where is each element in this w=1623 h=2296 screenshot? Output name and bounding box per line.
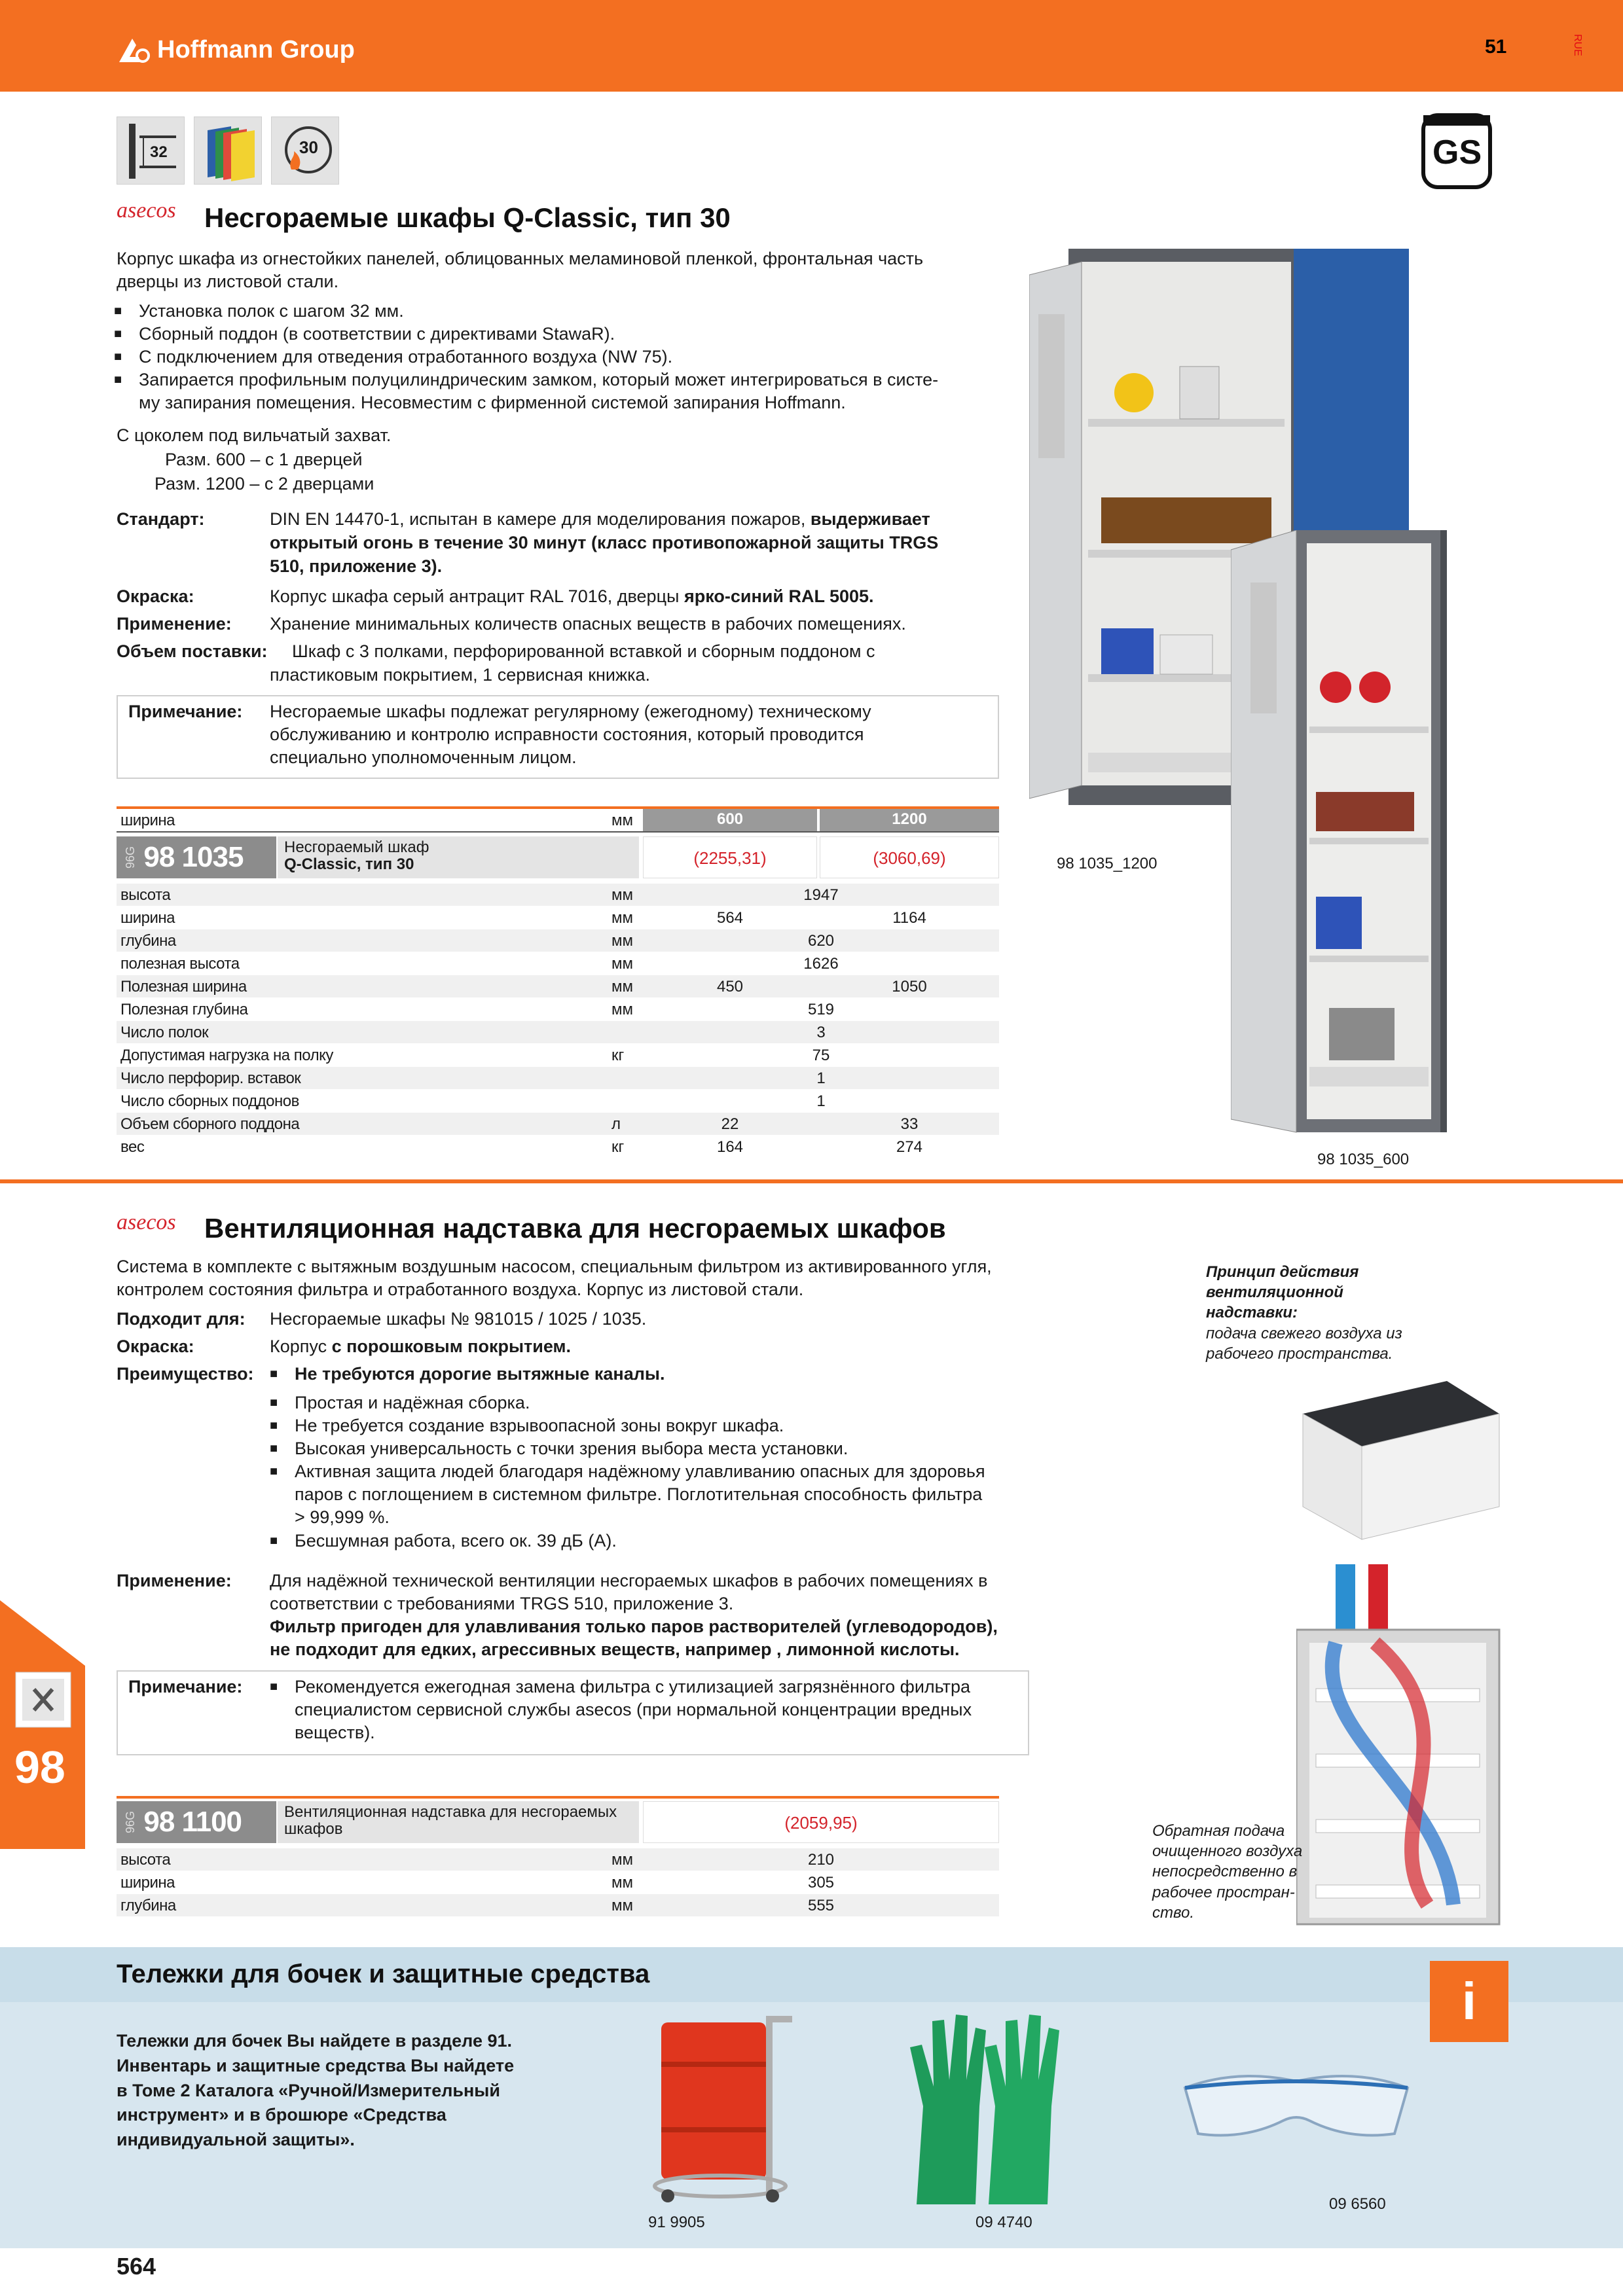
fire-resistance-icon [271,117,339,185]
spec-row [117,1113,999,1136]
spec-value-600: 164 [716,1138,744,1156]
caption-1200: 98 1035_1200 [1057,855,1158,872]
advantage-item: ■ Активная защита людей благодаря надёжному улавливанию опасных для здоровья [295,1460,985,1483]
spec-row [117,998,999,1021]
fits-label: Подходит для: [117,1309,246,1329]
article-number-block [117,836,276,878]
price-vent: (2059,95) [643,1801,999,1843]
caption-drum-trolley: 91 9905 [648,2214,705,2231]
article-number: 98 1035 [143,841,244,874]
spec-unit: кг [611,1047,625,1064]
spec-name: глубина [120,932,176,950]
product-name-line-2: шкафов [284,1820,343,1839]
spec-row [117,1044,999,1067]
fits-text: Несгораемые шкафы № 981015 / 1025 / 1035. [270,1309,647,1329]
info-line: Инвентарь и защитные средства Вы найдете [117,2055,515,2075]
info-line: индивидуальной защиты». [117,2130,355,2150]
note-line: обслуживанию и контролю исправности состояния, который проводится [270,725,864,745]
spec-value: 620 [807,932,835,950]
spec-name: Полезная глубина [120,1001,248,1018]
principle-title-line: вентиляционной [1206,1283,1343,1302]
color-panels-icon [194,117,262,185]
cabinet-600-image [1231,530,1506,1139]
spec-unit: мм [611,932,633,950]
spec-value: 1 [816,1069,826,1087]
caption-600: 98 1035_600 [1317,1151,1410,1168]
spec-value-600: 450 [716,978,744,996]
section1-intro [117,247,923,293]
hoffmann-logo-icon [117,36,151,65]
spec-name: глубина [120,1897,176,1914]
spec-value-1200: 1164 [892,909,926,927]
spec-value: 1947 [803,886,839,904]
spec-rows-2 [117,1848,999,1920]
spec-name: ширина [120,909,175,927]
hoffmann-logo[interactable] [117,33,355,68]
spec-name: вес [120,1138,145,1156]
spec-row [117,952,999,975]
info-title: Тележки для бочек и защитные средства [117,1960,650,1988]
advantage-bullets [295,1391,985,1552]
section2-intro [117,1255,992,1301]
shelf-pitch-value: 32 [150,143,168,161]
scope-line-1: Шкаф с 3 полками, перфорированной вставкой и сборным поддоном с [292,641,875,661]
standard-text: DIN EN 14470-1, испытан в камере для моделирования пожаров, [270,509,811,529]
principle-text-line: подача свежего воздуха из [1206,1324,1402,1342]
svg-text:GS: GS [1432,134,1482,171]
return-line: непосредственно в [1152,1863,1298,1881]
spec-value: 305 [807,1874,835,1892]
spec-value: 519 [807,1001,835,1018]
section1-spec-table [117,809,999,1162]
spec-unit: мм [611,1897,633,1914]
article-number-block [117,1801,276,1843]
spec-row [117,1067,999,1090]
spec-unit: мм [611,955,633,973]
principle-text-line: рабочего пространства. [1206,1344,1393,1363]
width-header-unit: мм [611,812,633,829]
section1-bullets [139,300,938,414]
info-line: в Томе 2 Каталога «Ручной/Измерительный [117,2080,500,2100]
article-row[interactable] [117,836,999,878]
table-width-header [117,809,999,833]
page-number-bottom: 564 [117,2253,156,2280]
spec-row [117,884,999,906]
safety-glasses-image[interactable] [1178,2062,1414,2147]
caption-safety-glasses: 09 6560 [1329,2195,1386,2213]
spec-rows [117,884,999,1161]
article-row-2[interactable] [117,1801,999,1843]
chapter-tab[interactable] [0,1600,85,1849]
spec-unit: мм [611,1001,633,1018]
col-1200-header: 1200 [820,809,999,831]
asecos-logo: asecos [117,198,176,223]
spec-row [117,1848,999,1871]
article-group-prefix: 96G [124,1810,137,1834]
use-line: Для надёжной технической вентиляции несгораемых шкафов в рабочих помещениях в [270,1571,988,1590]
spec-unit: мм [611,1851,633,1869]
use-text-2 [270,1570,998,1661]
col-600-header: 600 [643,809,817,831]
spec-name: Полезная ширина [120,978,247,996]
spec-value-1200: 1050 [892,978,927,996]
bullet-item: ■ Сборный поддон (в соответствии с директивами StawaR). [139,323,938,346]
article-group-prefix: 96G [124,846,137,869]
spec-value: 75 [812,1047,830,1064]
spec-name: высота [120,886,171,904]
scope-label: Объем поставки: [117,641,268,661]
intro-line: Система в комплекте с вытяжным воздушным насосом, специальным фильтром из активированного угля, [117,1257,992,1276]
note-label: Примечание: [128,702,243,721]
note-line: веществ). [295,1723,375,1743]
caption-gloves: 09 4740 [976,2214,1032,2231]
bullet-continuation: му запирания помещения. Несовместим с фирменной системой запирания Hoffmann. [139,393,846,413]
info-icon[interactable]: i [1430,1961,1508,2042]
product-name-line-1: Несгораемый шкаф [284,838,429,856]
note-line: специально уполномоченным лицом. [270,747,577,768]
spec-unit: кг [611,1138,625,1156]
paint-label-2: Окраска: [117,1336,194,1356]
spec-value-1200: 33 [900,1115,919,1133]
section2-title: Вентиляционная надставка для несгораемых шкафов [204,1213,946,1244]
spec-row [117,906,999,929]
advantage-continuation: > 99,999 %. [295,1507,390,1528]
spec-name: Допустимая нагрузка на полку [120,1047,333,1064]
spec-unit: мм [611,886,633,904]
plinth-note: С цоколем под вильчатый захват. [117,425,392,445]
section2-note-text [295,1676,972,1744]
spec-value: 555 [807,1897,835,1914]
info-text [117,2029,514,2153]
spec-name: Объем сборного поддона [120,1115,300,1133]
product-name-line-1: Вентиляционная надставка для несгораемых [284,1803,617,1821]
spec-unit: мм [611,1874,633,1892]
spec-value: 1 [816,1092,826,1110]
spec-name: Число перфорир. вставок [120,1069,301,1087]
section2-spec-table [117,1801,999,1923]
bullet-item: ■ Установка полок с шагом 32 мм. [139,300,938,323]
return-caption [1152,1821,1302,1923]
intro-line: Корпус шкафа из огнестойких панелей, облицованных меламиновой пленкой, фронтальная часть [117,249,924,268]
spec-row [117,1090,999,1113]
note-line: специалистом сервисной службы asecos (при нормальной концентрации вредных [295,1700,972,1720]
spec-name: ширина [120,1874,175,1892]
spec-unit: мм [611,909,633,927]
price-600: (2255,31) [643,836,817,878]
standard-label: Стандарт: [117,509,205,529]
bullet-item: ■ Запирается профильным полуцилиндрическим замком, который может интегрироваться в систе- [139,368,938,391]
paint-label: Окраска: [117,586,194,606]
spec-row [117,929,999,952]
article-number: 98 1100 [143,1806,242,1839]
return-line: ство. [1152,1903,1195,1922]
spec-value-600: 564 [716,909,744,927]
advantage-item: ■ Высокая универсальность с точки зрения выбора места установки. [295,1437,985,1460]
ventilation-diagram [1296,1368,1506,1931]
use-line-bold: Фильтр пригоден для улавливания только паров растворителей (углеводородов), [270,1617,998,1637]
advantage-main: ■ Не требуются дорогие вытяжные каналы. [295,1363,665,1386]
advantage-item: ■ Простая и надёжная сборка. [295,1391,985,1414]
spec-row [117,1871,999,1894]
product-name-line-2: Q-Classic, тип 30 [284,855,414,874]
use-label: Применение: [117,614,232,634]
spec-row [117,975,999,998]
info-line: Тележки для бочек Вы найдете в разделе 91. [117,2031,513,2051]
spec-value: 210 [807,1851,835,1869]
principle-title-line: Принцип действия [1206,1263,1359,1281]
spec-value: 3 [816,1024,826,1041]
use-label-2: Применение: [117,1571,232,1590]
advantage-item: ■ Не требуется создание взрывоопасной зоны вокруг шкафа. [295,1414,985,1437]
paint-text-bold: ярко-синий RAL 5005. [684,586,874,606]
paint-text-plain: Корпус шкафа серый антрацит RAL 7016, дверцы [270,586,684,606]
spec-row [117,1136,999,1158]
paint-text [270,585,874,608]
asecos-logo: asecos [117,1210,176,1234]
note-label-2: Примечание: [128,1677,243,1696]
spec-value-1200: 274 [896,1138,923,1156]
product-name-cell [278,1801,639,1843]
spec-value: 1626 [803,955,839,973]
spec-name: Число сборных поддонов [120,1092,299,1110]
intro-line: контролем состояния фильтра и отработанного воздуха. Корпус из листовой стали. [117,1280,804,1300]
width-header-label: ширина [120,812,175,829]
size-600-note: Разм. 600 – с 1 дверцей [165,450,363,469]
drum-trolley-image[interactable] [648,2009,805,2206]
advantage-continuation: паров с поглощением в системном фильтре. Поглотительная способность фильтра [295,1484,983,1505]
section-divider [0,1179,1623,1183]
standard-line-2: открытый огонь в течение 30 минут (класс противопожарной защиты TRGS [270,533,939,552]
spec-name: высота [120,1851,171,1869]
advantage-label: Преимущество: [117,1364,254,1384]
page-number-top: 51 [1485,36,1507,58]
return-line: очищенного воздуха [1152,1842,1303,1861]
advantage-item: ■ Бесшумная работа, всего ок. 39 дБ (A). [295,1530,985,1552]
use-text: Хранение минимальных количеств опасных веществ в рабочих помещениях. [270,614,906,634]
section1-note-text [270,700,871,769]
spec-row [117,1894,999,1917]
table2-top-rule [117,1796,999,1799]
paint-text-2 [270,1335,571,1358]
scope-line-2: пластиковым покрытием, 1 сервисная книжка. [270,665,651,685]
note-line: ■ Рекомендуется ежегодная замена фильтра с утилизацией загрязнённого фильтра [295,1676,972,1698]
paint-text-plain: Корпус [270,1336,332,1356]
spec-name: Число полок [120,1024,209,1041]
paint-text-bold: с порошковым покрытием. [331,1336,572,1356]
intro-line: дверцы из листовой стали. [117,272,339,292]
product-name-cell [278,836,639,878]
return-line: рабочее простран- [1152,1883,1295,1901]
fire-resistance-value: 30 [299,137,318,157]
spec-value-600: 22 [721,1115,739,1133]
chapter-number: 98 [14,1742,65,1793]
brand-name: Hoffmann Group [157,36,355,64]
principle-caption [1206,1262,1402,1364]
language-code: RUE [1571,34,1583,56]
use-line: соответствии с требованиями TRGS 510, приложение 3. [270,1594,734,1614]
gloves-image[interactable] [903,2008,1067,2204]
return-line: Обратная подача [1152,1822,1285,1840]
use-line-bold: не подходит для едких, агрессивных веществ, например , лимонной кислоты. [270,1640,960,1660]
price-1200: (3060,69) [820,836,999,878]
spec-unit: л [611,1115,621,1133]
spec-name: полезная высота [120,955,240,973]
size-1200-note: Разм. 1200 – с 2 дверцами [155,474,374,493]
spec-unit: мм [611,978,633,996]
standard-line-1 [270,508,930,531]
standard-highlight: выдерживает [810,509,930,529]
info-line: инструмент» и в брошюре «Средства [117,2105,447,2125]
shelf-pitch-icon [117,117,185,185]
principle-title-line: надставки: [1206,1304,1298,1322]
standard-line-3: 510, приложение 3). [270,556,443,576]
spec-row [117,1021,999,1044]
section1-title: Несгораемые шкафы Q-Classic, тип 30 [204,202,731,233]
gs-certification-mark [1421,113,1493,190]
note-line: Несгораемые шкафы подлежат регулярному (ежегодному) техническому [270,702,871,721]
bullet-item: ■ С подключением для отведения отработанного воздуха (NW 75). [139,346,938,368]
